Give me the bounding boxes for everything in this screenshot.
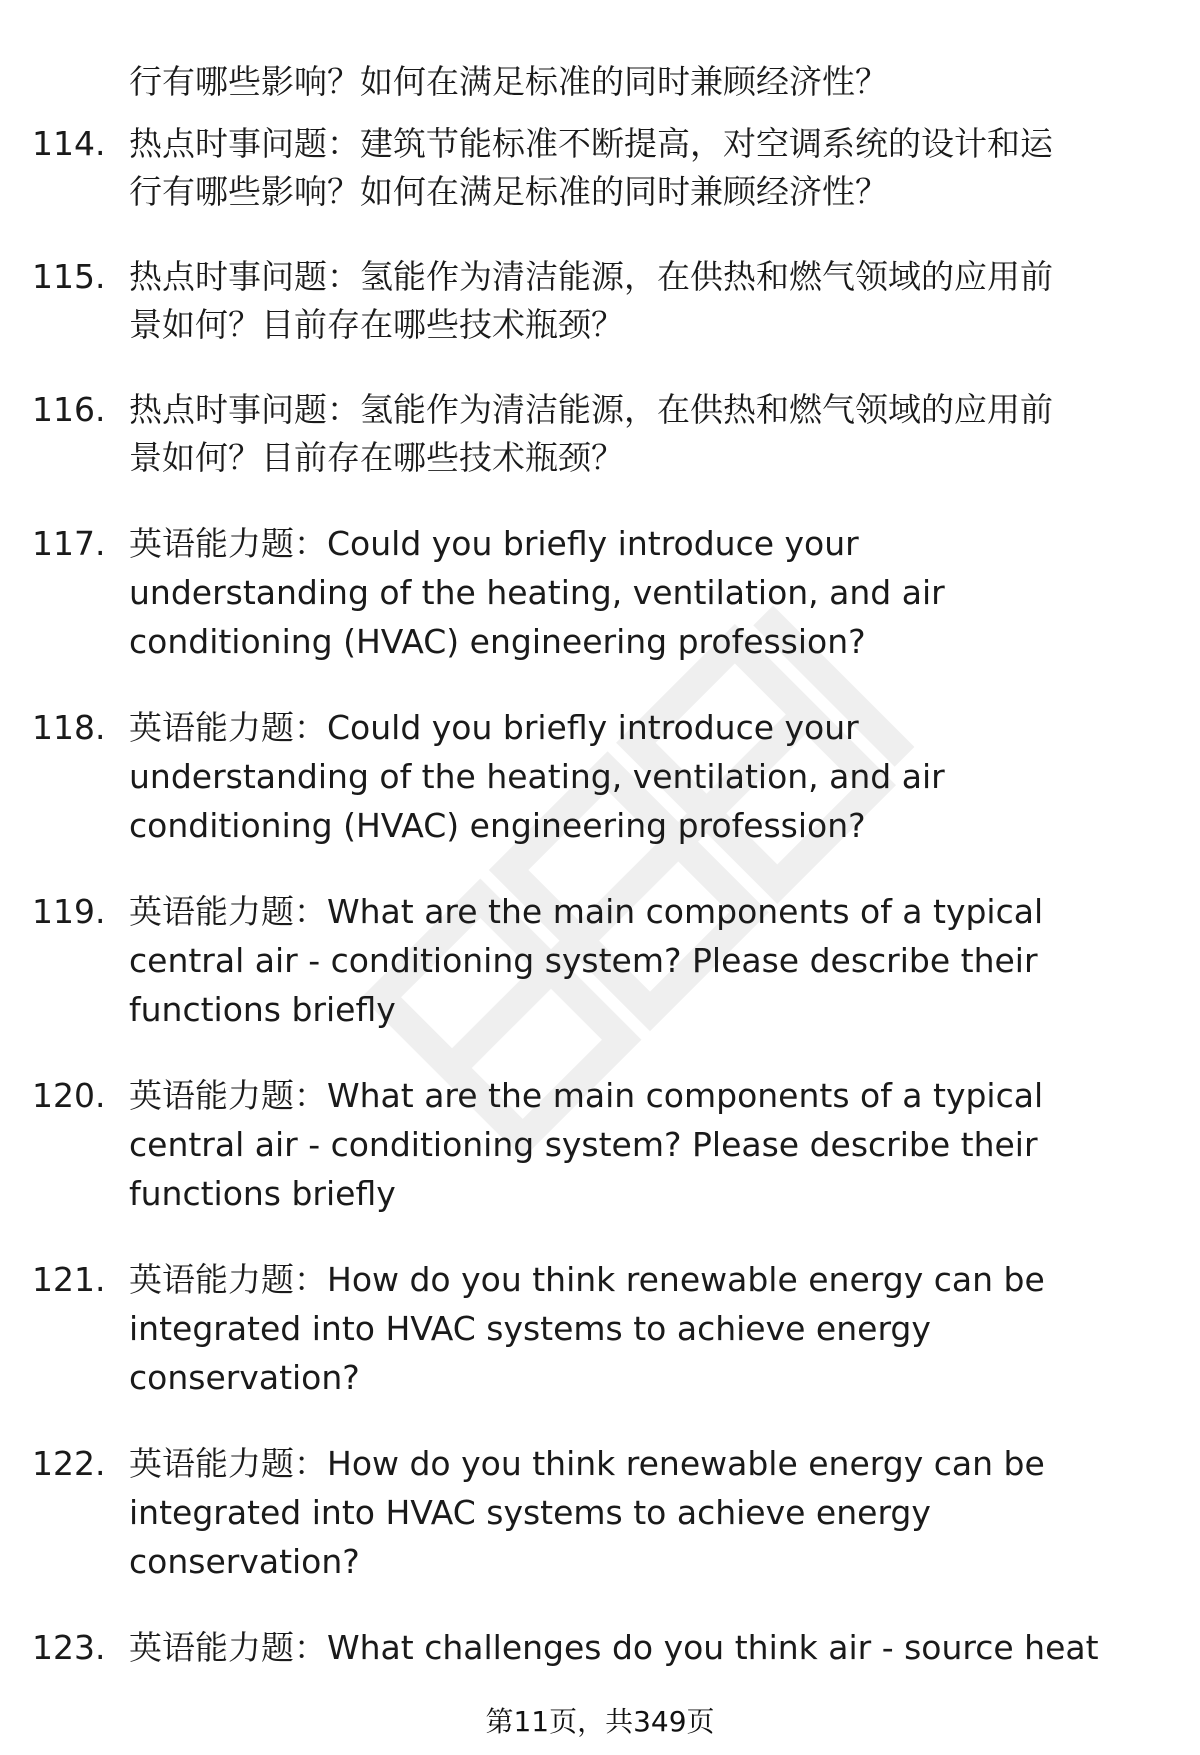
question-line: conditioning (HVAC) engineering profession? — [129, 806, 866, 845]
question-line: 景如何？目前存在哪些技术瓶颈？ — [129, 438, 624, 477]
question-number: 115. — [32, 257, 106, 296]
question-line: conservation? — [129, 1358, 360, 1397]
question-item — [0, 386, 1149, 482]
question-item — [0, 519, 1149, 666]
question-item — [0, 120, 1149, 216]
question-line: 热点时事问题：氢能作为清洁能源，在供热和燃气领域的应用前 — [129, 257, 1053, 296]
question-line: 热点时事问题：氢能作为清洁能源，在供热和燃气领域的应用前 — [129, 390, 1053, 429]
page-footer: 第11页，共349页 — [485, 1705, 715, 1738]
question-number: 123. — [32, 1628, 106, 1667]
question-line: 英语能力题：What are the main components of a typical — [129, 1076, 1044, 1115]
question-text — [129, 1439, 1149, 1586]
question-text — [129, 1071, 1149, 1218]
question-item — [0, 1439, 1149, 1586]
question-number: 117. — [32, 524, 106, 563]
question-item — [0, 887, 1149, 1034]
question-line: 英语能力题：Could you briefly introduce your — [129, 708, 859, 747]
question-text — [129, 703, 1149, 850]
question-line: conditioning (HVAC) engineering profession? — [129, 622, 866, 661]
question-line: 英语能力题：How do you think renewable energy can be — [129, 1444, 1045, 1483]
question-item — [0, 703, 1149, 850]
question-number: 120. — [32, 1076, 106, 1115]
question-number: 116. — [32, 390, 106, 429]
question-line: 英语能力题：How do you think renewable energy can be — [129, 1260, 1045, 1299]
question-number: 122. — [32, 1444, 106, 1483]
question-line: integrated into HVAC systems to achieve energy — [129, 1309, 931, 1348]
question-number: 119. — [32, 892, 106, 931]
question-line: integrated into HVAC systems to achieve energy — [129, 1493, 931, 1532]
question-item — [0, 1071, 1149, 1218]
question-line: 热点时事问题：建筑节能标准不断提高，对空调系统的设计和运 — [129, 124, 1053, 163]
question-line: 英语能力题：What are the main components of a typical — [129, 892, 1044, 931]
question-line: 英语能力题：What challenges do you think air - source heat — [129, 1628, 1099, 1667]
question-line: 行有哪些影响？如何在满足标准的同时兼顾经济性？ — [129, 172, 888, 211]
question-line: functions briefly — [129, 1174, 396, 1213]
question-text — [129, 519, 1149, 666]
question-text — [129, 1623, 1149, 1672]
question-item — [0, 1623, 1149, 1672]
question-line: understanding of the heating, ventilation, and air — [129, 757, 945, 796]
question-text — [129, 1255, 1149, 1402]
question-list — [0, 120, 1200, 1709]
question-line: functions briefly — [129, 990, 396, 1029]
question-text — [129, 386, 1149, 482]
question-line: 英语能力题：Could you briefly introduce your — [129, 524, 859, 563]
continued-question-text: 行有哪些影响？如何在满足标准的同时兼顾经济性？ — [129, 62, 888, 101]
question-line: understanding of the heating, ventilation, and air — [129, 573, 945, 612]
question-number: 114. — [32, 124, 106, 163]
question-text — [129, 887, 1149, 1034]
question-line: central air - conditioning system? Please describe their — [129, 1125, 1038, 1164]
question-item — [0, 253, 1149, 349]
question-item — [0, 1255, 1149, 1402]
question-line: 景如何？目前存在哪些技术瓶颈？ — [129, 305, 624, 344]
question-line: central air - conditioning system? Please describe their — [129, 941, 1038, 980]
question-line: conservation? — [129, 1542, 360, 1581]
question-number: 121. — [32, 1260, 106, 1299]
question-text — [129, 253, 1149, 349]
question-text — [129, 120, 1149, 216]
question-number: 118. — [32, 708, 106, 747]
